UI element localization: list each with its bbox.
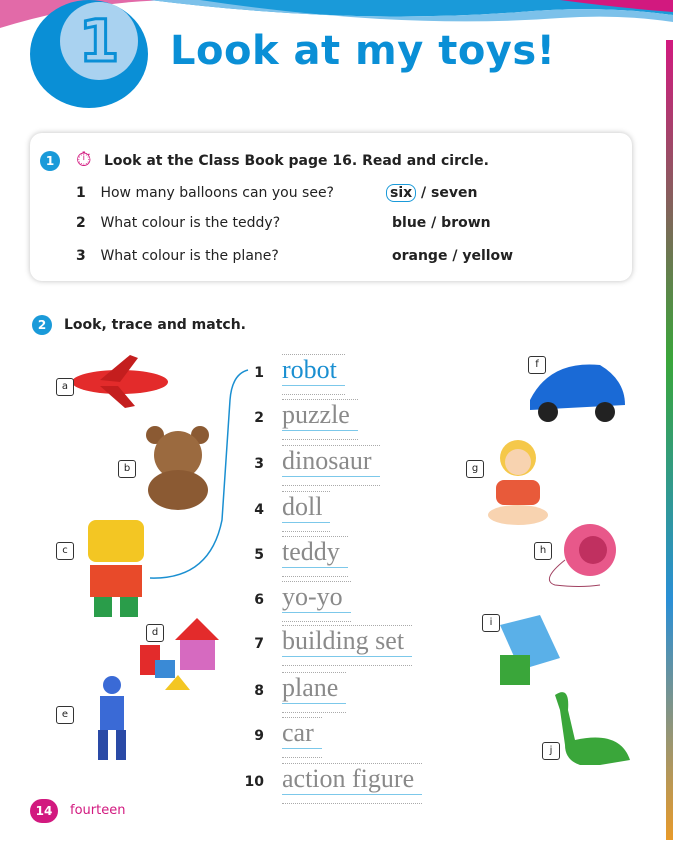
word-number: 10 xyxy=(244,774,264,790)
word-number: 5 xyxy=(254,547,264,563)
word-number: 9 xyxy=(254,728,264,744)
doll-image xyxy=(488,440,548,525)
picture-label-i: i xyxy=(482,614,500,632)
option[interactable]: brown xyxy=(441,215,491,231)
trace-word-action-figure[interactable]: action figure xyxy=(282,766,422,795)
plane-image xyxy=(72,355,168,408)
picture-label-a: a xyxy=(56,378,74,396)
trace-word-dinosaur[interactable]: dinosaur xyxy=(282,448,380,477)
stopwatch-icon: ⏱ xyxy=(76,147,92,171)
trace-word-car[interactable]: car xyxy=(282,720,322,749)
picture-label-c: c xyxy=(56,542,74,560)
word-number: 3 xyxy=(254,456,264,472)
action-figure-image xyxy=(98,676,126,760)
word-number: 1 xyxy=(254,365,264,381)
trace-word-doll[interactable]: doll xyxy=(282,494,330,523)
dinosaur-image xyxy=(555,692,630,765)
picture-label-d: d xyxy=(146,624,164,642)
answer-3: orange / yellow xyxy=(392,248,514,264)
picture-label-j: j xyxy=(542,742,560,760)
exercise2-instruction: Look, trace and match. xyxy=(64,317,246,333)
trace-word-teddy[interactable]: teddy xyxy=(282,539,348,568)
word-number: 6 xyxy=(254,592,264,608)
trace-word-puzzle[interactable]: puzzle xyxy=(282,402,358,431)
page-number-word: fourteen xyxy=(70,803,126,818)
trace-word-robot[interactable]: robot xyxy=(282,357,345,386)
word-number: 4 xyxy=(254,502,264,518)
circled-option[interactable]: six xyxy=(386,184,416,202)
unit-number: 1 xyxy=(60,2,138,80)
word-number: 8 xyxy=(254,683,264,699)
picture-label-g: g xyxy=(466,460,484,478)
picture-label-f: f xyxy=(528,356,546,374)
robot-image xyxy=(88,520,144,617)
answer-1: six / seven xyxy=(386,185,477,201)
trace-word-building-set[interactable]: building set xyxy=(282,628,412,657)
teddy-image xyxy=(146,426,209,510)
option[interactable]: blue xyxy=(392,215,427,231)
page-number: 14 xyxy=(30,799,58,823)
picture-label-e: e xyxy=(56,706,74,724)
yo-yo-image xyxy=(549,524,616,587)
option[interactable]: seven xyxy=(431,185,478,201)
picture-label-b: b xyxy=(118,460,136,478)
option[interactable]: orange xyxy=(392,248,448,264)
page-title: Look at my toys! xyxy=(170,28,556,74)
answer-2: blue / brown xyxy=(392,215,491,231)
word-number: 2 xyxy=(254,410,264,426)
trace-word-yo-yo[interactable]: yo-yo xyxy=(282,584,351,613)
question-3: 3 What colour is the plane? xyxy=(76,248,279,264)
trace-word-plane[interactable]: plane xyxy=(282,675,346,704)
exercise1-instruction: Look at the Class Book page 16. Read and circle. xyxy=(104,153,489,169)
exercise1-number: 1 xyxy=(40,151,60,171)
puzzle-image xyxy=(500,615,560,685)
exercise2-number: 2 xyxy=(32,315,52,335)
word-number: 7 xyxy=(254,636,264,652)
picture-label-h: h xyxy=(534,542,552,560)
option[interactable]: yellow xyxy=(462,248,514,264)
question-2: 2 What colour is the teddy? xyxy=(76,215,281,231)
question-1: 1 How many balloons can you see? xyxy=(76,185,334,201)
